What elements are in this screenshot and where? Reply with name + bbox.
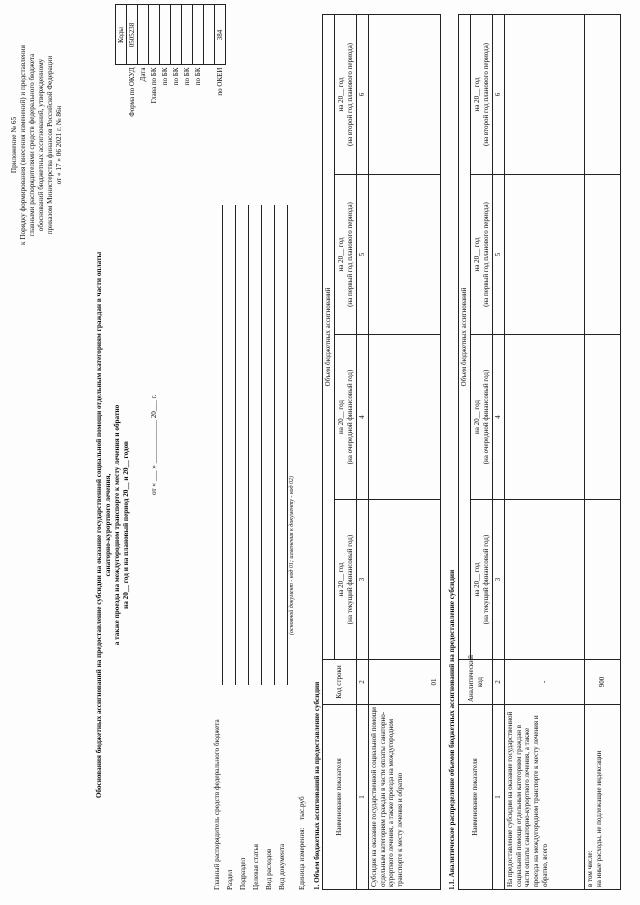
- code-label: по БК: [193, 67, 202, 86]
- col-number: 4: [357, 335, 369, 500]
- row-value: [504, 175, 584, 335]
- doc-type-hint: (основной документ - код 01; изменения к документу - код 02): [289, 475, 295, 635]
- row-value: [584, 335, 620, 500]
- codes-header: Коды: [116, 5, 127, 65]
- col-number: 5: [493, 175, 505, 335]
- appendix-line: обоснований бюджетных ассигнований, утвержденному: [37, 58, 45, 232]
- field-line: [248, 205, 249, 685]
- code-label: по БК: [182, 67, 191, 86]
- table-row: [504, 14, 584, 889]
- col-number: 1: [493, 705, 505, 890]
- date-from: от « ___ » ____________ 20___ г.: [150, 394, 158, 495]
- code-value: 384: [215, 5, 226, 65]
- section1-table: [322, 14, 441, 890]
- row-code: 01: [368, 660, 440, 705]
- appendix-number: Приложение № 65: [10, 116, 18, 174]
- col-number: 6: [493, 14, 505, 174]
- field-section: Раздел: [226, 869, 234, 890]
- col-header-year4: на 20__ год (на второй год планового периода): [335, 14, 357, 174]
- col-number: 3: [493, 500, 505, 660]
- unit-value: тыс.руб: [298, 796, 306, 820]
- table-row: [584, 14, 620, 889]
- row-name: На предоставление субсидии на оказание государственной социальной помощи отдельным категориям граждан в части оплаты санаторно-курортного лечения, а также проезда на междугородном транспорте к месту лечения и обратно, всего: [504, 705, 584, 890]
- code-value: 0505238: [127, 5, 138, 65]
- row-value: [584, 500, 620, 660]
- col-number: 1: [357, 705, 369, 890]
- title-line: Обоснования бюджетных ассигнований на предоставление субсидии на оказание государственной социальной помощи отдельным категориям граждан в части оплаты санаторно-курортного лечения,: [95, 251, 112, 799]
- appendix-block: [10, 5, 64, 285]
- col-number: 2: [493, 660, 505, 705]
- col-header-year1: на 20__ год (на текущий финансовый год): [471, 500, 493, 660]
- field-expense-type: Вид расходов: [265, 848, 273, 890]
- col-header-name: Наименование показателя: [323, 705, 357, 890]
- code-value: [160, 5, 171, 65]
- code-label: Форма по ОКУД: [127, 67, 136, 117]
- field-line: [287, 205, 288, 685]
- col-header-year1: на 20__ год (на текущий финансовый год): [335, 500, 357, 660]
- col-number: 4: [493, 335, 505, 500]
- code-label: Дата: [138, 67, 147, 82]
- row-value: [584, 175, 620, 335]
- code-label: Глава по БК: [149, 67, 158, 104]
- code-value: [171, 5, 182, 65]
- appendix-line: приказом Министерства финансов Российской Федерации: [46, 55, 54, 235]
- row-value: [368, 335, 440, 500]
- col-header-year3: на 20__ год (на первый год планового периода): [471, 175, 493, 335]
- field-line: [222, 205, 223, 685]
- col-header-volume: Объем бюджетных ассигнований: [323, 14, 335, 659]
- field-line: [274, 205, 275, 685]
- row-value: [504, 500, 584, 660]
- row-value: [504, 335, 584, 500]
- col-number: 5: [357, 175, 369, 335]
- row-code: 900: [584, 660, 620, 705]
- code-value: [138, 5, 149, 65]
- col-header-year2: на 20__ год (на очередной финансовый год): [471, 335, 493, 500]
- col-number: 3: [357, 500, 369, 660]
- row-code: -: [504, 660, 584, 705]
- section11-heading: 1.1. Аналитическое распределение объемов бюджетных ассигнований на предоставление субсидии: [448, 569, 456, 890]
- section1-heading: 1. Объем бюджетных ассигнований на предоставление субсидии: [313, 681, 321, 890]
- appendix-line: главными распорядителями средств федерального бюджета: [28, 53, 36, 237]
- code-value: [204, 5, 215, 65]
- row-value: [504, 14, 584, 174]
- title-line: а также проезда на междугородном транспорте к месту лечения и обратно: [113, 404, 121, 646]
- col-header-code: Код строки: [323, 660, 357, 705]
- row-value: [584, 14, 620, 174]
- unit-label: Единица измерения:: [298, 827, 306, 890]
- row-name: Субсидия на оказание государственной социальной помощи отдельным категориям граждан в части оплаты санаторно-курортного лечения, а также проезда на междугородном транспорте к месту лечения и обратно: [368, 705, 440, 890]
- col-header-year2: на 20__ год (на очередной финансовый год): [335, 335, 357, 500]
- field-target-article: Целевая статья: [252, 844, 260, 890]
- field-doc-type: Вид документа: [278, 843, 286, 890]
- appendix-date: от « 17 » 06 2021 г. № 86н: [55, 105, 63, 185]
- field-subsection: Подраздел: [239, 857, 247, 890]
- table-row: [368, 14, 440, 889]
- row-value: [368, 500, 440, 660]
- col-header-name: Наименование показателя: [459, 705, 493, 890]
- col-header-year4: на 20__ год (на второй год планового периода): [471, 14, 493, 174]
- field-line: [261, 205, 262, 685]
- code-value: [149, 5, 160, 65]
- row-value: [368, 175, 440, 335]
- col-number: 6: [357, 14, 369, 174]
- code-value: [193, 5, 204, 65]
- code-label: по БК: [171, 67, 180, 86]
- col-number: 2: [357, 660, 369, 705]
- code-label: [204, 65, 215, 165]
- row-value: [368, 14, 440, 174]
- col-header-volume: Объем бюджетных ассигнований: [459, 14, 471, 659]
- col-header-code: Аналитический код: [459, 660, 493, 705]
- col-header-year3: на 20__ год (на первый год планового периода): [335, 175, 357, 335]
- field-main-manager: Главный распорядитель средств федерального бюджета: [213, 719, 221, 890]
- title-line: на 20__ год и на плановый период 20__ и 20__ годов: [122, 441, 130, 609]
- code-label: по БК: [160, 67, 169, 86]
- field-line: [235, 205, 236, 685]
- appendix-line: к Порядку формирования (внесения изменений) и представления: [19, 45, 27, 245]
- section11-table: [458, 14, 621, 890]
- codes-table: [115, 5, 226, 166]
- row-name: в том числе: на иные расходы, не подлежащие индексации: [584, 705, 620, 890]
- code-value: [182, 5, 193, 65]
- code-label: по ОКЕИ: [215, 67, 224, 96]
- form-title: [95, 245, 131, 805]
